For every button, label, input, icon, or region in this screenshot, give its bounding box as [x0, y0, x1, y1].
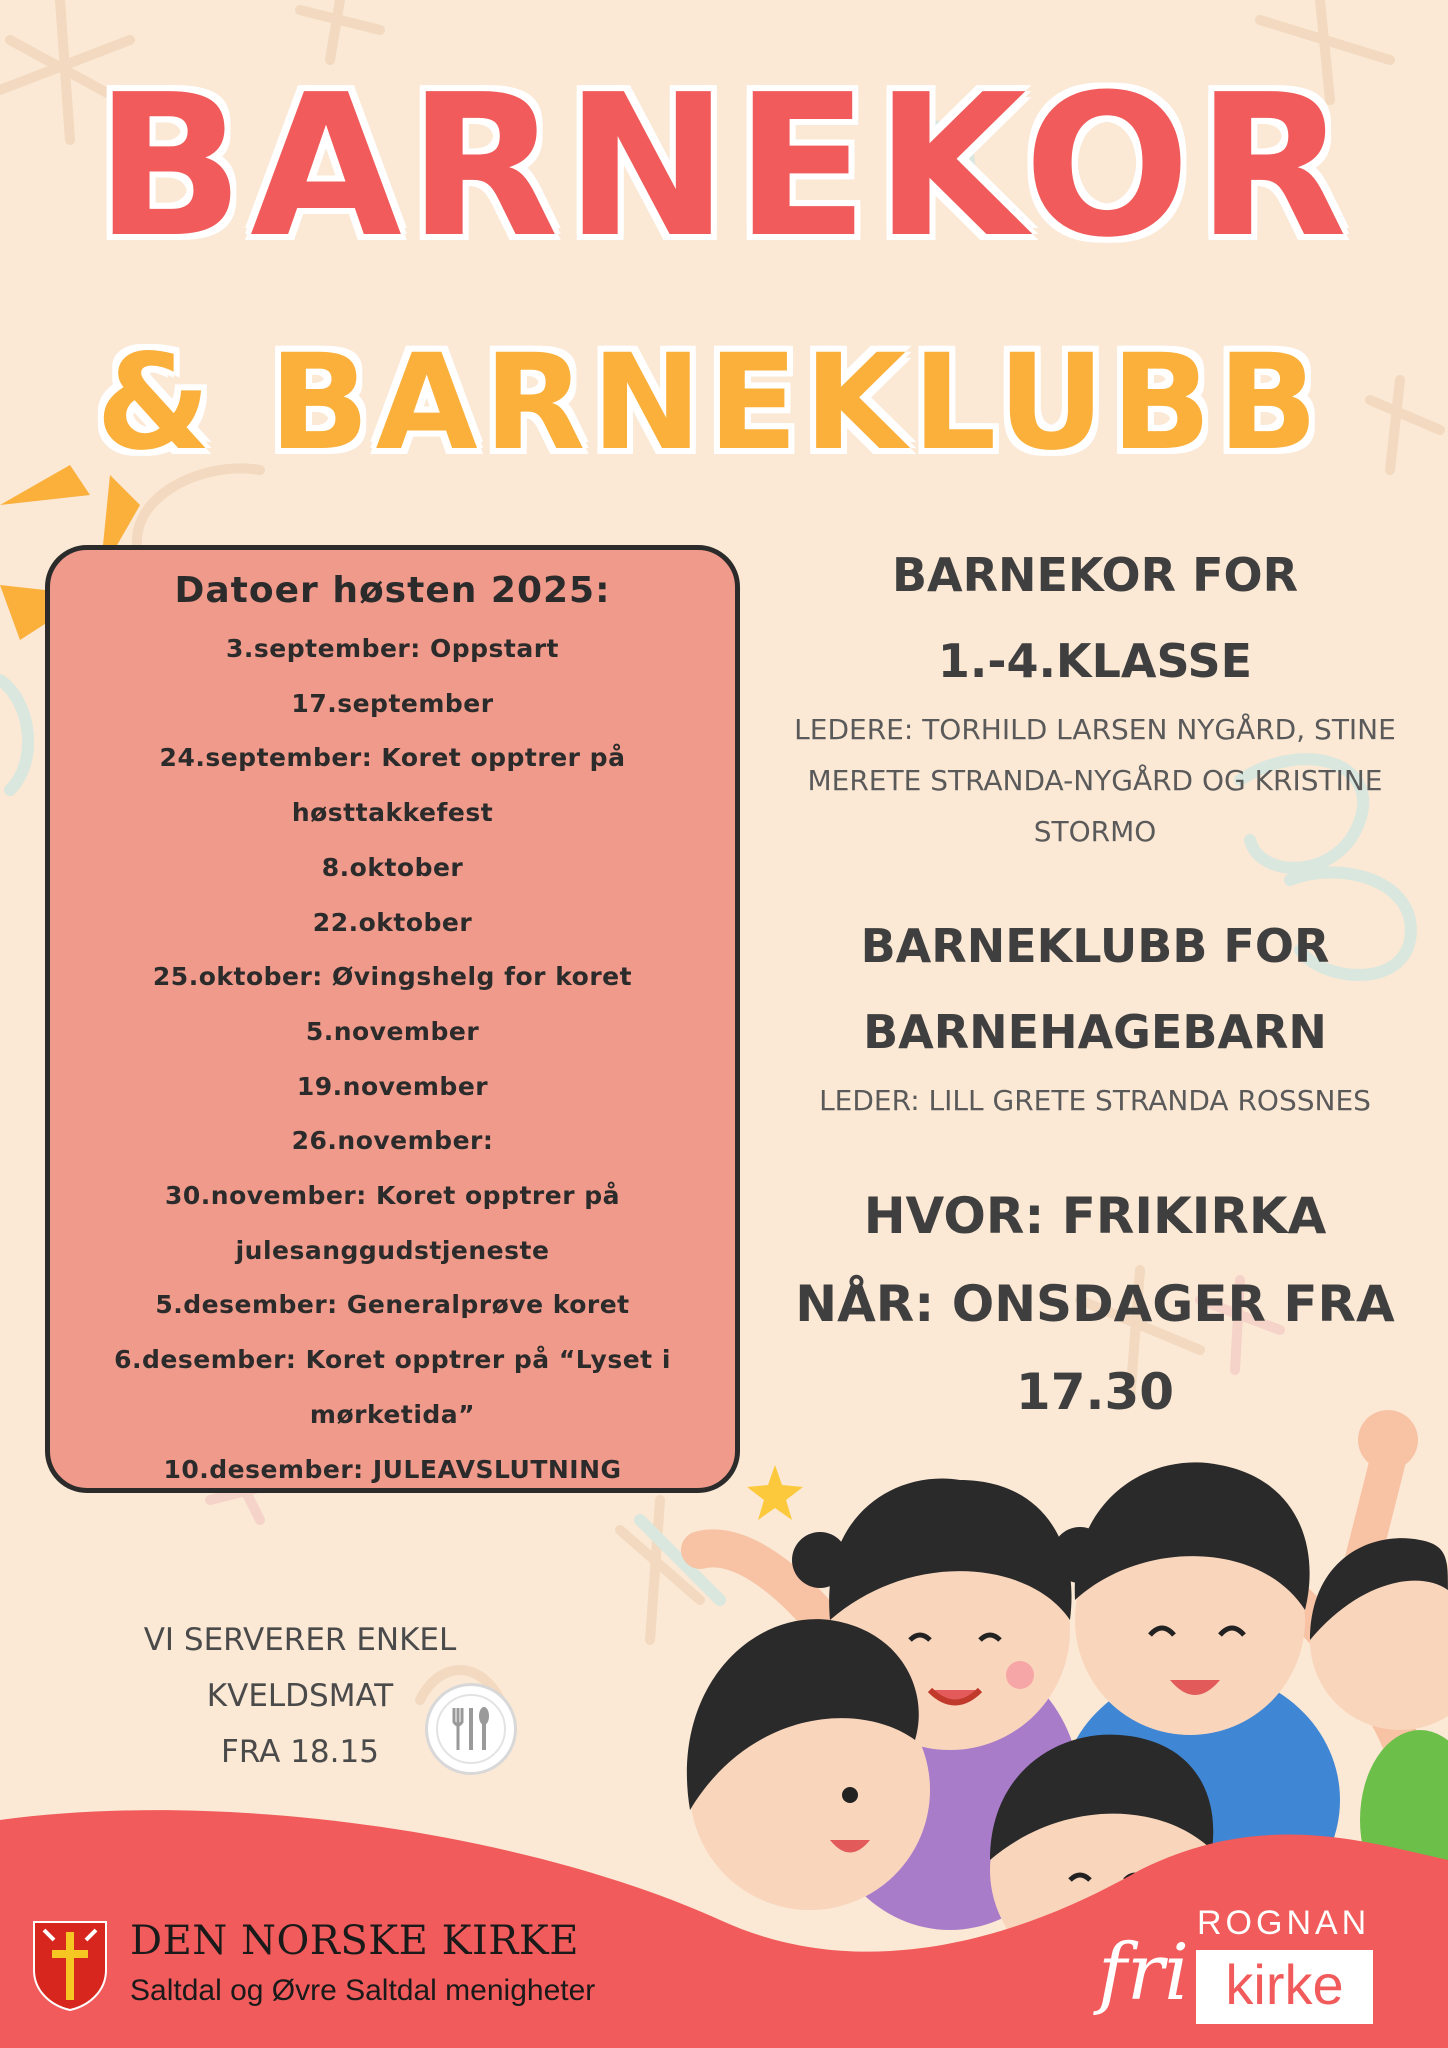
dates-heading: Datoer høsten 2025:: [174, 570, 611, 611]
food-line2: KVELDSMAT: [206, 1678, 394, 1714]
when-line: NÅR: ONSDAGER FRA: [795, 1275, 1395, 1333]
org-subtitle: Saltdal og Øvre Saltdal menigheter: [130, 1974, 596, 2007]
barneklubb-section: [790, 903, 1400, 1126]
barnekor-leaders-line1: LEDERE: TORHILD LARSEN NYGÅRD, STINE: [794, 713, 1396, 746]
barneklubb-leader: LEDER: LILL GRETE STRANDA ROSSNES: [819, 1084, 1371, 1117]
dates-panel: [45, 545, 740, 1493]
date-item: mørketida”: [309, 1399, 476, 1429]
date-item: 6.desember: Koret opptrer på “Lyset i: [114, 1345, 671, 1375]
barnekor-heading-line1: BARNEKOR FOR: [891, 548, 1299, 602]
date-item: 3.september: Oppstart: [226, 634, 559, 663]
date-item: 19.november: [296, 1071, 489, 1101]
barnekor-section: [790, 532, 1400, 857]
partner-logo-kirke: kirke: [1225, 1953, 1344, 2016]
food-line1: VI SERVERER ENKEL: [143, 1622, 457, 1658]
barneklubb-heading-line2: BARNEHAGEBARN: [863, 1005, 1327, 1059]
church-shield-logo: [32, 1920, 108, 2012]
barnekor-heading-line2: 1.-4.KLASSE: [937, 634, 1253, 688]
date-item: 25.oktober: Øvingshelg for koret: [152, 962, 633, 992]
time-line: 17.30: [1015, 1363, 1175, 1421]
date-item: 30.november: Koret opptrer på: [165, 1181, 620, 1211]
cutlery-icon: [425, 1683, 517, 1775]
date-item: 10.desember: JULEAVSLUTNING: [163, 1454, 622, 1484]
date-item: 26.november:: [291, 1126, 494, 1156]
partner-logo-box: [1196, 1950, 1373, 2024]
date-item: 5.desember: Generalprøve koret: [155, 1290, 630, 1320]
date-item: 8.oktober: [321, 852, 464, 882]
date-item: 24.september: Koret opptrer på: [159, 743, 626, 773]
barnekor-leaders-line3: STORMO: [1033, 815, 1157, 848]
date-item: 22.oktober: [312, 907, 473, 937]
food-line3: FRA 18.15: [221, 1734, 379, 1770]
food-note: [120, 1612, 480, 1780]
date-item: høsttakkefest: [291, 798, 494, 828]
partner-logo-fri: fri: [1098, 1928, 1190, 2018]
date-item: julesanggudstjeneste: [235, 1235, 550, 1265]
where-line: HVOR: FRIKIRKA: [863, 1187, 1327, 1245]
org-name: DEN NORSKE KIRKE: [130, 1918, 579, 1964]
date-item: 5.november: [305, 1016, 480, 1046]
barnekor-leaders-line2: MERETE STRANDA-NYGÅRD OG KRISTINE: [807, 764, 1383, 797]
main-title: BARNEKOR: [94, 53, 1354, 281]
dates-list: [50, 622, 735, 1497]
date-item: 17.september: [291, 688, 494, 718]
partner-logo-top: ROGNAN: [1197, 1904, 1371, 1942]
subtitle: & BARNEKLUBB: [95, 326, 1325, 480]
barneklubb-heading-line1: BARNEKLUBB FOR: [860, 919, 1330, 973]
